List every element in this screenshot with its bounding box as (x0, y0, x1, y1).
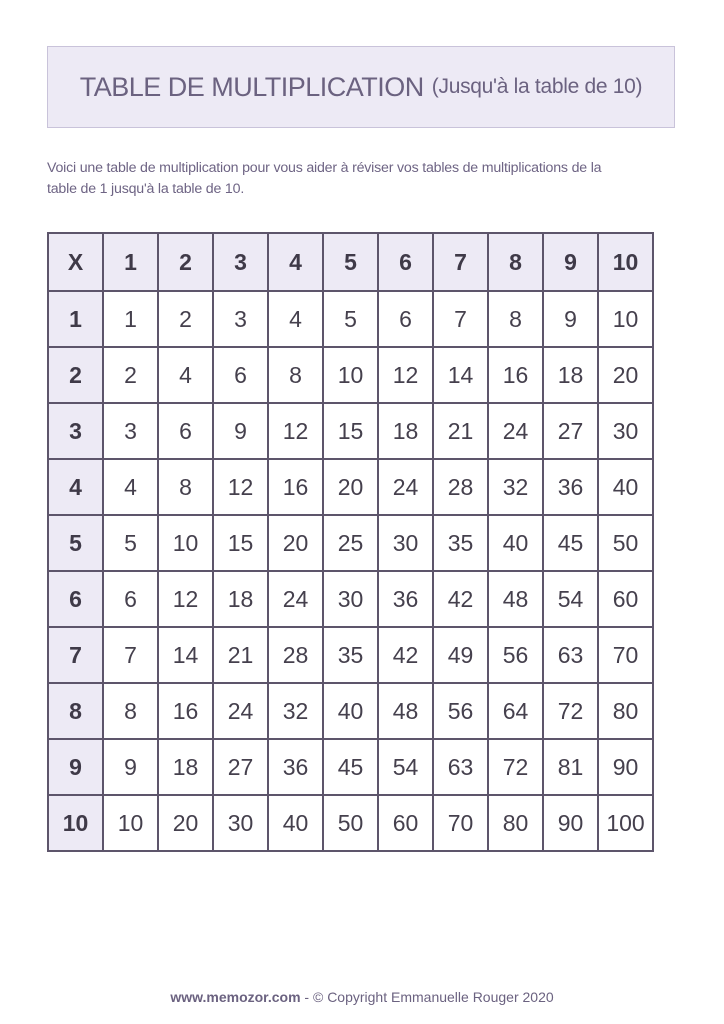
product-cell: 63 (433, 739, 488, 795)
product-cell: 6 (213, 347, 268, 403)
product-cell: 9 (543, 291, 598, 347)
multiplication-table (47, 232, 654, 852)
product-cell: 3 (103, 403, 158, 459)
row-header: 6 (48, 571, 103, 627)
column-header: 9 (543, 233, 598, 291)
product-cell: 10 (158, 515, 213, 571)
product-cell: 45 (323, 739, 378, 795)
table-header-row (48, 233, 653, 291)
product-cell: 9 (103, 739, 158, 795)
product-cell: 30 (323, 571, 378, 627)
product-cell: 90 (543, 795, 598, 851)
product-cell: 7 (433, 291, 488, 347)
product-cell: 14 (158, 627, 213, 683)
column-header: 10 (598, 233, 653, 291)
column-header: 2 (158, 233, 213, 291)
product-cell: 28 (268, 627, 323, 683)
column-header: 4 (268, 233, 323, 291)
footer-separator: - (300, 989, 313, 1005)
product-cell: 10 (103, 795, 158, 851)
product-cell: 15 (323, 403, 378, 459)
product-cell: 35 (323, 627, 378, 683)
product-cell: 90 (598, 739, 653, 795)
product-cell: 12 (213, 459, 268, 515)
product-cell: 35 (433, 515, 488, 571)
product-cell: 20 (158, 795, 213, 851)
product-cell: 8 (158, 459, 213, 515)
row-header: 7 (48, 627, 103, 683)
product-cell: 72 (488, 739, 543, 795)
product-cell: 8 (103, 683, 158, 739)
product-cell: 6 (103, 571, 158, 627)
product-cell: 16 (158, 683, 213, 739)
product-cell: 40 (488, 515, 543, 571)
product-cell: 16 (488, 347, 543, 403)
product-cell: 24 (268, 571, 323, 627)
product-cell: 2 (158, 291, 213, 347)
product-cell: 10 (598, 291, 653, 347)
product-cell: 10 (323, 347, 378, 403)
product-cell: 16 (268, 459, 323, 515)
product-cell: 24 (213, 683, 268, 739)
product-cell: 21 (433, 403, 488, 459)
table-row (48, 459, 653, 515)
table-row (48, 347, 653, 403)
product-cell: 6 (158, 403, 213, 459)
row-header: 2 (48, 347, 103, 403)
row-header: 3 (48, 403, 103, 459)
product-cell: 2 (103, 347, 158, 403)
product-cell: 49 (433, 627, 488, 683)
product-cell: 30 (378, 515, 433, 571)
product-cell: 36 (268, 739, 323, 795)
row-header: 8 (48, 683, 103, 739)
product-cell: 50 (598, 515, 653, 571)
table-row (48, 403, 653, 459)
product-cell: 7 (103, 627, 158, 683)
product-cell: 25 (323, 515, 378, 571)
product-cell: 80 (598, 683, 653, 739)
product-cell: 42 (378, 627, 433, 683)
intro-line-2: table de 1 jusqu'à la table de 10. (47, 181, 245, 197)
column-header: 8 (488, 233, 543, 291)
product-cell: 45 (543, 515, 598, 571)
product-cell: 27 (213, 739, 268, 795)
row-header: 5 (48, 515, 103, 571)
product-cell: 100 (598, 795, 653, 851)
page-title: TABLE DE MULTIPLICATION (79, 71, 424, 102)
product-cell: 20 (598, 347, 653, 403)
product-cell: 72 (543, 683, 598, 739)
product-cell: 12 (158, 571, 213, 627)
product-cell: 32 (488, 459, 543, 515)
product-cell: 60 (378, 795, 433, 851)
column-header: 6 (378, 233, 433, 291)
product-cell: 42 (433, 571, 488, 627)
table-row (48, 571, 653, 627)
product-cell: 63 (543, 627, 598, 683)
corner-cell: X (48, 233, 103, 291)
product-cell: 32 (268, 683, 323, 739)
product-cell: 8 (488, 291, 543, 347)
product-cell: 24 (488, 403, 543, 459)
product-cell: 48 (488, 571, 543, 627)
intro-text (47, 158, 677, 200)
table-row (48, 795, 653, 851)
table-row (48, 291, 653, 347)
product-cell: 40 (323, 683, 378, 739)
product-cell: 14 (433, 347, 488, 403)
footer-site-link[interactable]: www.memozor.com (170, 989, 301, 1005)
title-banner (47, 46, 675, 128)
column-header: 5 (323, 233, 378, 291)
product-cell: 20 (323, 459, 378, 515)
row-header: 1 (48, 291, 103, 347)
product-cell: 5 (103, 515, 158, 571)
product-cell: 28 (433, 459, 488, 515)
product-cell: 8 (268, 347, 323, 403)
product-cell: 80 (488, 795, 543, 851)
product-cell: 56 (488, 627, 543, 683)
column-header: 3 (213, 233, 268, 291)
product-cell: 4 (158, 347, 213, 403)
product-cell: 50 (323, 795, 378, 851)
product-cell: 54 (378, 739, 433, 795)
product-cell: 24 (378, 459, 433, 515)
product-cell: 30 (213, 795, 268, 851)
product-cell: 12 (268, 403, 323, 459)
product-cell: 81 (543, 739, 598, 795)
product-cell: 21 (213, 627, 268, 683)
product-cell: 18 (213, 571, 268, 627)
product-cell: 5 (323, 291, 378, 347)
intro-line-1: Voici une table de multiplication pour vous aider à réviser vos tables de multiplications de la (47, 160, 602, 176)
product-cell: 40 (268, 795, 323, 851)
product-cell: 15 (213, 515, 268, 571)
product-cell: 30 (598, 403, 653, 459)
row-header: 4 (48, 459, 103, 515)
product-cell: 1 (103, 291, 158, 347)
product-cell: 18 (543, 347, 598, 403)
table-row (48, 683, 653, 739)
table-row (48, 739, 653, 795)
product-cell: 12 (378, 347, 433, 403)
table-row (48, 627, 653, 683)
product-cell: 70 (433, 795, 488, 851)
column-header: 7 (433, 233, 488, 291)
product-cell: 20 (268, 515, 323, 571)
product-cell: 18 (378, 403, 433, 459)
product-cell: 6 (378, 291, 433, 347)
product-cell: 54 (543, 571, 598, 627)
row-header: 10 (48, 795, 103, 851)
product-cell: 18 (158, 739, 213, 795)
product-cell: 3 (213, 291, 268, 347)
product-cell: 56 (433, 683, 488, 739)
footer-copyright: © Copyright Emmanuelle Rouger 2020 (312, 989, 554, 1005)
product-cell: 27 (543, 403, 598, 459)
product-cell: 4 (268, 291, 323, 347)
product-cell: 64 (488, 683, 543, 739)
product-cell: 40 (598, 459, 653, 515)
product-cell: 9 (213, 403, 268, 459)
row-header: 9 (48, 739, 103, 795)
product-cell: 36 (543, 459, 598, 515)
footer (0, 989, 724, 1005)
product-cell: 36 (378, 571, 433, 627)
product-cell: 48 (378, 683, 433, 739)
product-cell: 4 (103, 459, 158, 515)
product-cell: 60 (598, 571, 653, 627)
product-cell: 70 (598, 627, 653, 683)
table-row (48, 515, 653, 571)
column-header: 1 (103, 233, 158, 291)
table-body (48, 291, 653, 851)
page-subtitle: (Jusqu'à la table de 10) (431, 75, 643, 98)
